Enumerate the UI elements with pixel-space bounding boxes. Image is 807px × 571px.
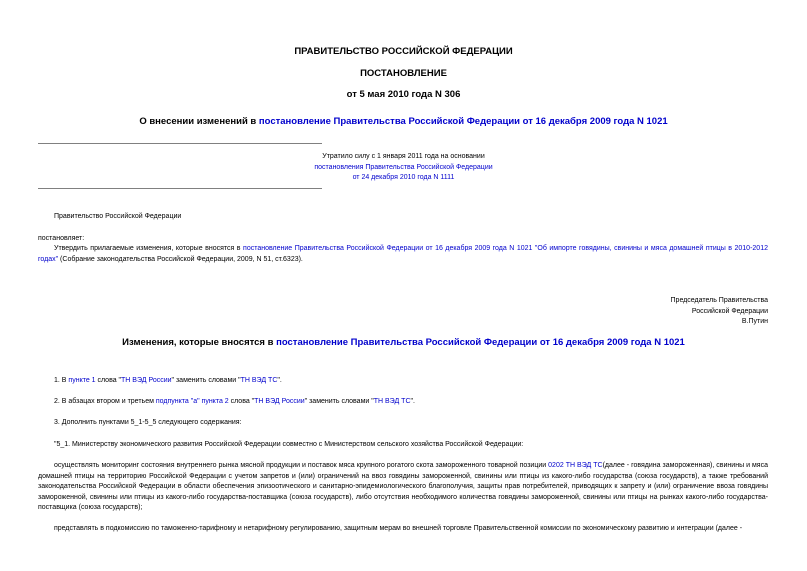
change-item-1-text-d: ". [277, 377, 282, 384]
change-item-2 [38, 397, 768, 408]
document-title [0, 116, 807, 127]
change-item-1 [38, 376, 768, 387]
code-0202-link[interactable]: 0202 ТН ВЭД ТС [548, 462, 603, 469]
changes-title [0, 337, 807, 348]
approve-decree-link[interactable]: постановление Правительства Российской Федерации от 16 декабря 2009 года N 1021 "Об импорте говядины, свинины и мяса домашней птицы в 2010-2012 годах" [38, 245, 768, 263]
monitoring-text-b: (далее - говядина замороженная), свинины и мяса домашней птицы на территорию Российской Федерации с учетом запретов и (или) ограничений на ввоз говядины замороженной, свинины или птицы из какого-либо государства (союза государств), а также требований законодательства Российской Федерации в области обеспечения эпизоотического и санитарно-эпидемиологического благополучия, защиты прав потребителей, приводящих к запрету и (или) ограничение ввоза говядины замороженной, свинины или птицы из какого-либо государства-поставщика (союза государств), либо отсутствия необходимого количества говядины замороженной, свинины или птицы на рынках какого-либо государства-поставщика (союза государств); [38, 462, 768, 512]
government-heading: ПРАВИТЕЛЬСТВО РОССИЙСКОЙ ФЕДЕРАЦИИ [294, 46, 513, 57]
top-divider [38, 143, 322, 144]
signature-title: Председатель Правительства [670, 297, 768, 304]
change-item-1-text-c: " заменить словами " [171, 377, 241, 384]
approve-suffix: (Собрание законодательства Российской Федерации, 2009, N 51, ст.6323). [58, 255, 303, 263]
repealing-decree-link[interactable]: постановления Правительства Российской Федерации [314, 163, 493, 171]
change-item-2-text: 2. В абзацах втором и третьем [54, 398, 156, 405]
repeal-note-line1: Утратило силу с 1 января 2011 года на основании [322, 153, 485, 160]
change-item-1-text: 1. В [54, 377, 69, 384]
subpoint-a-point-2-link[interactable]: подпункта "а" пункта 2 [155, 398, 229, 405]
repealing-decree-date-link[interactable]: от 24 декабря 2010 года N 1111 [352, 174, 455, 181]
signature-name: В.Путин [741, 318, 768, 325]
repeal-note [0, 152, 807, 184]
change-item-2-text-c: " заменить словами " [304, 398, 374, 405]
monitoring-paragraph [38, 461, 768, 514]
changes-decree-link[interactable]: постановление Правительства Российской Федерации от 16 декабря 2009 года N 1021 [276, 337, 685, 348]
government-rf-line: Правительство Российской Федерации [54, 213, 182, 220]
bottom-divider [38, 188, 322, 189]
change-item-3: 3. Дополнить пунктами 5_1-5_5 следующего содержания: [54, 419, 242, 426]
decrees-line: постановляет: [38, 235, 85, 242]
change-item-2-text-b: слова " [228, 398, 255, 405]
clause-5-1: "5_1. Министерству экономического развития Российской Федерации совместно с Министерством сельского хозяйства Российской Федерации: [54, 441, 524, 448]
point-1-link[interactable]: пункте 1 [68, 377, 96, 384]
amended-decree-link[interactable]: постановление Правительства Российской Федерации от 16 декабря 2009 года N 1021 [258, 116, 668, 127]
presentation-paragraph: представлять в подкомиссию по таможенно-тарифному и нетарифному регулированию, защитным мерам во внешней торговле Правительственной комиссии по экономическому развитию и интеграции (далее - [54, 525, 743, 532]
signature-country: Российской Федерации [691, 307, 768, 315]
tn-ved-russia-link[interactable]: ТН ВЭД России [121, 377, 172, 384]
change-item-1-text-b: слова " [95, 377, 122, 384]
tn-ved-russia-link-2[interactable]: ТН ВЭД России [254, 398, 305, 405]
approve-paragraph [38, 244, 768, 265]
change-item-2-text-d: ". [410, 398, 415, 405]
signature-block [671, 296, 768, 328]
document-title-prefix: О внесении изменений в [139, 116, 259, 127]
monitoring-text-a: осуществлять мониторинг состояния внутреннего рынка мясной продукции и поставок мяса крупного рогатого скота замороженного товарной позиции [54, 462, 549, 469]
document-date-number: от 5 мая 2010 года N 306 [346, 89, 461, 100]
approve-prefix: Утвердить прилагаемые изменения, которые вносятся в [54, 245, 244, 252]
tn-ved-ts-link[interactable]: ТН ВЭД ТС [240, 377, 278, 384]
changes-title-prefix: Изменения, которые вносятся в [122, 337, 277, 348]
document-type: ПОСТАНОВЛЕНИЕ [360, 68, 447, 79]
tn-ved-ts-link-2[interactable]: ТН ВЭД ТС [373, 398, 411, 405]
